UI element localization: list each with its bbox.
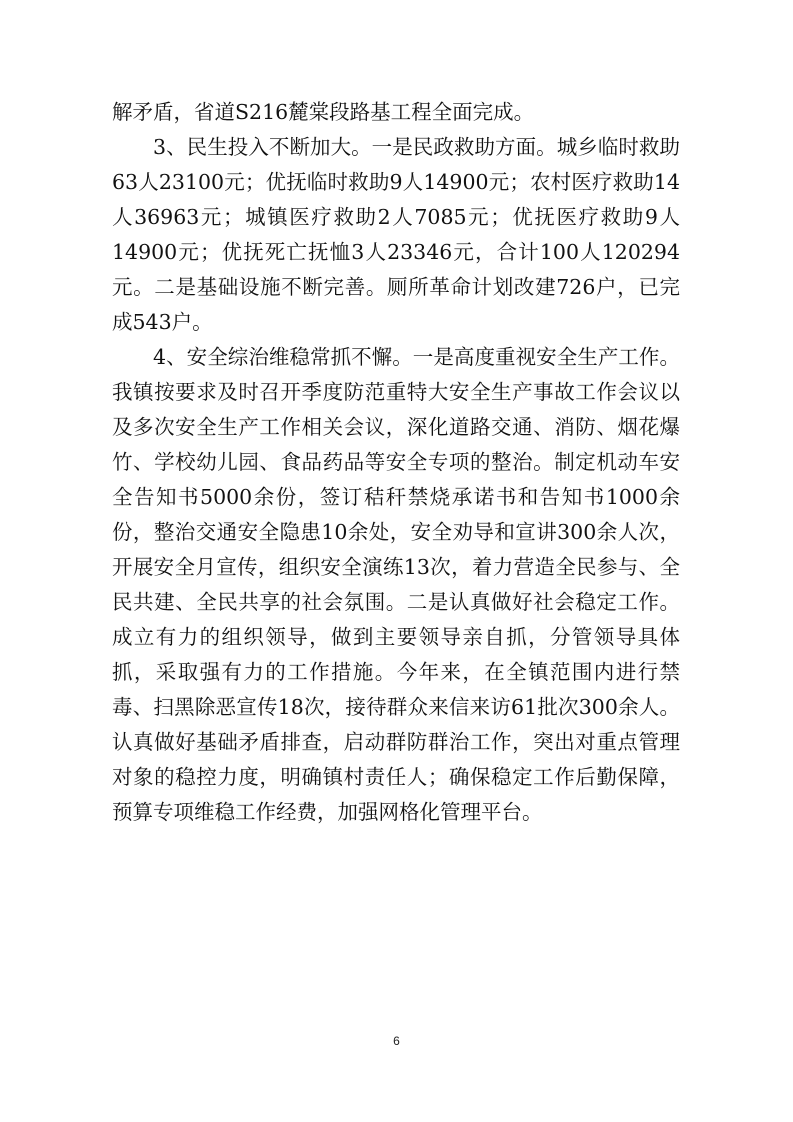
paragraph-continuation: 解矛盾，省道S216麓棠段路基工程全面完成。 (112, 100, 535, 124)
paragraph-livelihood-investment: 3、民生投入不断加大。一是民政救助方面。城乡临时救助63人23100元；优抚临时救助9人14900元；农村医疗救助14人36963元；城镇医疗救助2人7085元；优抚医疗救助9人14900元；优抚死亡抚恤3人23346元，合计100人120294元。二是基础设施不断完善。厕所革命计划改建726户，已完成543户。 (112, 135, 680, 334)
paragraph-safety-stability: 4、安全综治维稳常抓不懈。一是高度重视安全生产工作。我镇按要求及时召开季度防范重特大安全生产事故工作会议以及多次安全生产工作相关会议，深化道路交通、消防、烟花爆竹、学校幼儿园、食品药品等安全专项的整治。制定机动车安全告知书5000余份，签订秸秆禁烧承诺书和告知书1000余份，整治交通安全隐患10余处，安全劝导和宣讲300余人次，开展安全月宣传，组织安全演练13次，着力营造全民参与、全民共建、全民共享的社会氛围。二是认真做好社会稳定工作。成立有力的组织领导，做到主要领导亲自抓，分管领导具体抓，采取强有力的工作措施。今年来，在全镇范围内进行禁毒、扫黑除恶宣传18次，接待群众来信来访61批次300余人。认真做好基础矛盾排查，启动群防群治工作，突出对重点管理对象的稳控力度，明确镇村责任人；确保稳定工作后勤保障，预算专项维稳工作经费，加强网格化管理平台。 (112, 345, 680, 824)
document-body (112, 95, 680, 830)
page-number: 6 (393, 1034, 400, 1048)
